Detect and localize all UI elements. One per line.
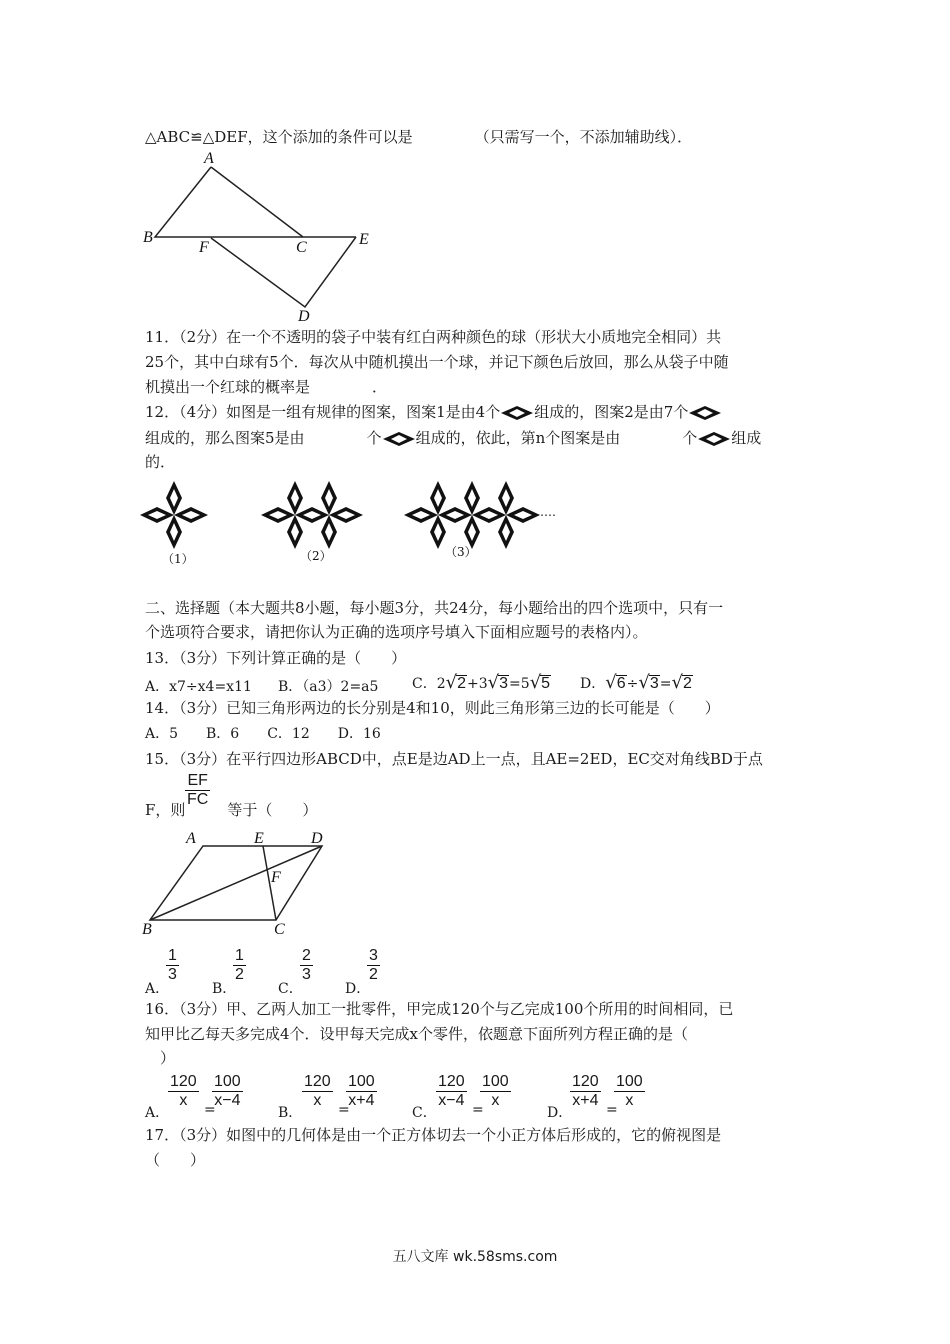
q10-label-b: B: [143, 229, 153, 246]
pattern-2: [261, 481, 363, 549]
q10-label-d: D: [298, 308, 310, 325]
q16-option-c-eq: =: [472, 1102, 484, 1118]
q10-label-c: C: [296, 239, 307, 256]
q16-option-a-frac1: $\frac{120}{x}$: [170, 1073, 197, 1109]
q11-line2: 25个，其中白球有5个．每次从中随机摸出一个球，并记下颜色后放回，那么从袋子中随: [145, 353, 729, 371]
page-footer: 五八文库 wk.58sms.com: [392, 1249, 558, 1265]
q15-label-f: F: [271, 869, 281, 886]
q16-option-b-eq: =: [338, 1102, 350, 1118]
pattern-ellipsis: ……: [532, 505, 556, 519]
q16-option-c-frac1: $\frac{120}{x-4}$: [438, 1073, 465, 1109]
q15-parallelogram-figure: [140, 826, 340, 942]
section2-line2: 个选项符合要求，请把你认为正确的选项序号填入下面相应题号的表格内）。: [145, 623, 648, 641]
q16-option-a-key: A．: [145, 1105, 170, 1121]
section2-line1: 二、选择题（本大题共8小题，每小题3分，共24分，每小题给出的四个选项中，只有一: [145, 599, 724, 617]
q12-line3: 的．: [145, 453, 176, 471]
q11-line1: 11．（2分）在一个不透明的袋子中装有红白两种颜色的球（形状大小质地完全相同）共: [145, 328, 722, 346]
q10-triangle-figure: [140, 150, 380, 325]
q15-post: 等于（ ）: [227, 801, 318, 819]
q10-label-a: A: [204, 150, 214, 167]
q13-option-b: B．（a3）2=a5: [278, 679, 379, 695]
q12-text-a: 12．（4分）如图是一组有规律的图案，图案1是由4个: [145, 403, 501, 421]
q16-option-a-eq: =: [204, 1102, 216, 1118]
q12-text-d: 个: [366, 429, 382, 447]
q15-option-c-fraction: $\frac{2}{3}$: [302, 947, 311, 983]
q13-stem: 13．（3分）下列计算正确的是（ ）: [145, 649, 407, 667]
q15-label-a: A: [186, 830, 196, 847]
q16-line3: ）: [160, 1049, 176, 1067]
q12-line2: [145, 428, 761, 448]
q14-options: A．5 B．6 C．12 D．16: [145, 726, 381, 742]
pattern-caption-2: （2）: [300, 549, 332, 563]
q16-option-d-eq: =: [606, 1102, 618, 1118]
q15-line2: [145, 800, 317, 820]
q16-option-d-key: D．: [547, 1105, 573, 1121]
diamond-icon: [697, 431, 731, 447]
q13-option-d: D．√6÷√3=√2: [580, 672, 692, 693]
q15-ratio-fraction: $\frac{EF}{FC}$: [187, 772, 209, 808]
q12-text-f: 个: [682, 429, 698, 447]
q10-label-f: F: [199, 239, 209, 256]
q12-text-b: 组成的，图案2是由7个: [534, 403, 689, 421]
q15-stem: 15．（3分）在平行四边形ABCD中，点E是边AD上一点，且AE=2ED，EC交对角线BD于点: [145, 750, 763, 768]
q15-option-d-fraction: $\frac{3}{2}$: [369, 947, 378, 983]
q16-option-d-frac1: $\frac{120}{x+4}$: [572, 1073, 599, 1109]
q11-line3-text: 机摸出一个红球的概率是: [145, 378, 311, 396]
q17-line1: 17．（3分）如图中的几何体是由一个正方体切去一个小正方体后形成的，它的俯视图是: [145, 1126, 722, 1144]
q12-text-g: 组成: [731, 429, 762, 447]
q16-option-c-frac2: $\frac{100}{x}$: [482, 1073, 509, 1109]
q15-label-e: E: [254, 830, 264, 847]
q16-option-b-frac2: $\frac{100}{x+4}$: [348, 1073, 375, 1109]
q10-tail: （只需写一个，不添加辅助线）．: [474, 128, 693, 146]
q15-label-b: B: [142, 921, 152, 938]
q16-line2: 知甲比乙每天多完成4个．设甲每天完成x个零件，依题意下面所列方程正确的是（: [145, 1025, 689, 1043]
q10-triangle-abc: [155, 167, 356, 237]
q13-option-c: C．2√2+3√3=5√5: [412, 672, 551, 693]
diamond-icon: [500, 405, 534, 421]
pattern-caption-3: （3）: [445, 545, 477, 559]
pattern-3: [404, 481, 540, 549]
q16-option-b-key: B．: [278, 1105, 303, 1121]
q11-line3: [145, 377, 387, 397]
q13-option-a: A．x7÷x4=x11: [145, 679, 252, 695]
q15-option-a-fraction: $\frac{1}{3}$: [168, 947, 177, 983]
q16-option-d-frac2: $\frac{100}{x}$: [616, 1073, 643, 1109]
q17-line2: （ ）: [145, 1151, 206, 1169]
q15-option-b-key: B．: [212, 981, 237, 997]
q12-text-e: 组成的，依此，第n个图案是由: [415, 429, 621, 447]
q15-option-d-key: D．: [345, 981, 371, 997]
q15-option-a-key: A．: [145, 981, 170, 997]
q10-segment-ac: [211, 167, 303, 237]
q12-line1: [145, 402, 722, 422]
q15-label-c: C: [274, 921, 285, 938]
pattern-1: [140, 481, 208, 549]
q10-line: [145, 127, 692, 147]
q16-option-c-key: C．: [412, 1105, 437, 1121]
q15-option-b-fraction: $\frac{1}{2}$: [235, 947, 244, 983]
pattern-caption-1: （1）: [162, 552, 194, 566]
q12-text-c: 组成的，那么图案5是由: [145, 429, 305, 447]
q15-pre: F，则: [145, 801, 186, 819]
q15-label-d: D: [311, 830, 323, 847]
q16-option-b-frac1: $\frac{120}{x}$: [304, 1073, 331, 1109]
q16-option-a-frac2: $\frac{100}{x-4}$: [214, 1073, 241, 1109]
q16-line1: 16．（3分）甲、乙两人加工一批零件，甲完成120个与乙完成100个所用的时间相同，已: [145, 1000, 734, 1018]
diamond-icon: [688, 405, 722, 421]
q11-line3-end: ．: [372, 378, 388, 396]
diamond-icon: [382, 431, 416, 447]
q15-option-c-key: C．: [278, 981, 303, 997]
q10-triangle-def: [211, 237, 356, 307]
q14-stem: 14．（3分）已知三角形两边的长分别是4和10，则此三角形第三边的长可能是（ ）: [145, 699, 720, 717]
q10-text: △ABC≌△DEF，这个添加的条件可以是: [145, 128, 413, 146]
q10-label-e: E: [359, 231, 369, 248]
q12-pattern-figure: [140, 480, 580, 575]
